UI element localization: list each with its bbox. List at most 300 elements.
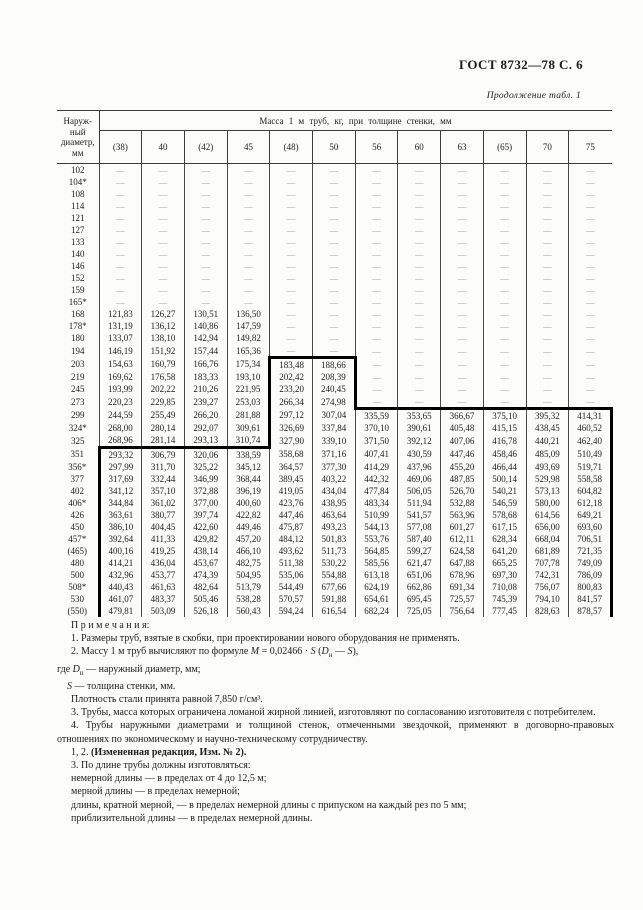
mass-cell: 438,45: [526, 422, 569, 434]
mass-table-body: [57, 164, 612, 618]
mass-cell: 437,96: [398, 461, 441, 473]
mass-cell: 392,64: [99, 533, 142, 545]
mass-cell: 377,00: [184, 497, 227, 509]
mass-cell: 266,34: [270, 395, 313, 409]
mass-cell: 405,48: [441, 422, 484, 434]
diameter-cell: 127: [71, 225, 85, 235]
mass-cell: —: [355, 320, 398, 332]
mass-cell: 268,96: [99, 434, 142, 448]
mass-cell: 432,96: [99, 569, 142, 581]
mass-cell: —: [270, 296, 313, 308]
mass-cell: —: [270, 284, 313, 296]
mass-cell: 430,59: [398, 448, 441, 462]
mass-cell: 371,50: [355, 434, 398, 448]
diameter-cell: 146: [71, 261, 85, 271]
mass-cell: 493,62: [270, 545, 313, 557]
mass-cell: 407,06: [441, 434, 484, 448]
table-row: [57, 164, 612, 177]
mass-cell: —: [227, 200, 270, 212]
mass-cell: —: [270, 260, 313, 272]
mass-cell: 651,06: [398, 569, 441, 581]
mass-cell: —: [483, 371, 526, 383]
mass-cell: 353,65: [398, 409, 441, 423]
mass-cell: 404,45: [142, 521, 185, 533]
table-row: [57, 521, 612, 533]
mass-cell: 484,12: [270, 533, 313, 545]
mass-cell: 519,71: [569, 461, 612, 473]
mass-cell: —: [441, 371, 484, 383]
mass-cell: 255,49: [142, 409, 185, 423]
mass-cell: —: [483, 320, 526, 332]
mass-cell: 395,32: [526, 409, 569, 423]
mass-cell: 449,46: [227, 521, 270, 533]
mass-cell: 345,12: [227, 461, 270, 473]
mass-cell: 624,58: [441, 545, 484, 557]
mass-cell: —: [483, 260, 526, 272]
mass-cell: —: [99, 200, 142, 212]
mass-cell: 693,60: [569, 521, 612, 533]
mass-cell: —: [227, 164, 270, 177]
table-row: [57, 569, 612, 581]
mass-cell: 678,96: [441, 569, 484, 581]
mass-cell: —: [526, 344, 569, 358]
mass-cell: —: [441, 248, 484, 260]
mass-cell: 503,09: [142, 605, 185, 617]
mass-cell: 341,12: [99, 485, 142, 497]
mass-cell: 332,44: [142, 473, 185, 485]
mass-cell: 438,95: [313, 497, 356, 509]
mass-cell: —: [398, 284, 441, 296]
mass-cell: 777,45: [483, 605, 526, 617]
mass-cell: 208,39: [313, 371, 356, 383]
mass-cell: 293,32: [99, 448, 142, 462]
mass-cell: —: [313, 320, 356, 332]
mass-cell: —: [441, 260, 484, 272]
mass-cell: —: [398, 212, 441, 224]
mass-cell: —: [227, 272, 270, 284]
mass-cell: —: [483, 272, 526, 284]
mass-cell: 403,22: [313, 473, 356, 485]
mass-cell: 447,46: [441, 448, 484, 462]
thickness-header: (65): [483, 131, 526, 164]
mass-cell: 266,20: [184, 409, 227, 423]
mass-cell: —: [184, 296, 227, 308]
amendment-bold: (Измененная редакция, Изм. № 2).: [91, 746, 247, 758]
diameter-cell: 104*: [68, 177, 87, 187]
mass-cell: —: [270, 224, 313, 236]
mass-cell: —: [569, 308, 612, 320]
table-header-row-2: [57, 131, 612, 164]
mass-cell: —: [483, 332, 526, 344]
mass-cell: —: [355, 272, 398, 284]
mass-cell: 647,88: [441, 557, 484, 569]
mass-cell: 346,99: [184, 473, 227, 485]
mass-cell: —: [270, 332, 313, 344]
mass-cell: 510,99: [355, 509, 398, 521]
table-row: [57, 545, 612, 557]
mass-cell: 390,61: [398, 422, 441, 434]
mass-cell: 136,50: [227, 308, 270, 320]
mass-cell: 628,34: [483, 533, 526, 545]
mass-cell: 416,78: [483, 434, 526, 448]
mass-cell: 614,56: [526, 509, 569, 521]
mass-cell: —: [526, 224, 569, 236]
table-row: [57, 212, 612, 224]
mass-cell: —: [398, 344, 441, 358]
mass-cell: 506,05: [398, 485, 441, 497]
mass-cell: 434,04: [313, 485, 356, 497]
mass-cell: —: [398, 320, 441, 332]
mass-cell: —: [313, 248, 356, 260]
mass-cell: —: [526, 358, 569, 372]
mass-cell: —: [313, 224, 356, 236]
mass-cell: 364,57: [270, 461, 313, 473]
mass-cell: 553,76: [355, 533, 398, 545]
mass-cell: 202,22: [142, 383, 185, 395]
table-row: [57, 308, 612, 320]
mass-cell: —: [483, 224, 526, 236]
table-row: [57, 581, 612, 593]
mass-cell: —: [398, 200, 441, 212]
mass-cell: 612,11: [441, 533, 484, 545]
mass-cell: 706,51: [569, 533, 612, 545]
diameter-cell: 480: [70, 558, 84, 568]
table-row: [57, 461, 612, 473]
mass-cell: 477,84: [355, 485, 398, 497]
mass-cell: —: [184, 176, 227, 188]
mass-cell: —: [483, 176, 526, 188]
mass-cell: —: [483, 296, 526, 308]
mass-table-wrap: [57, 110, 613, 617]
mass-cell: 268,00: [99, 422, 142, 434]
mass-cell: 511,73: [313, 545, 356, 557]
mass-cell: —: [184, 272, 227, 284]
mass-cell: 591,88: [313, 593, 356, 605]
mass-cell: 327,90: [270, 434, 313, 448]
mass-cell: —: [569, 332, 612, 344]
mass-cell: 483,34: [355, 497, 398, 509]
mass-cell: 463,64: [313, 509, 356, 521]
mass-cell: 183,33: [184, 371, 227, 383]
mass-cell: 487,85: [441, 473, 484, 485]
mass-cell: —: [270, 248, 313, 260]
mass-cell: —: [227, 188, 270, 200]
diameter-cell: 178*: [68, 321, 87, 331]
mass-cell: —: [313, 284, 356, 296]
mass-cell: —: [313, 188, 356, 200]
mass-cell: 142,94: [184, 332, 227, 344]
mass-cell: 573,13: [526, 485, 569, 497]
mass-cell: —: [270, 212, 313, 224]
mass-cell: —: [526, 164, 569, 177]
mass-cell: —: [270, 344, 313, 358]
mass-cell: —: [526, 260, 569, 272]
diameter-cell: 530: [70, 594, 84, 604]
mass-cell: 380,77: [142, 509, 185, 521]
diameter-cell: 245: [71, 384, 85, 394]
formula-m: M: [250, 646, 260, 658]
mass-cell: 474,39: [184, 569, 227, 581]
mass-cell: 641,20: [483, 545, 526, 557]
diameter-cell: 121: [71, 213, 85, 223]
mass-cell: —: [355, 212, 398, 224]
table-row: [57, 593, 612, 605]
mass-cell: —: [142, 176, 185, 188]
diameter-cell: 508*: [68, 582, 87, 592]
mass-cell: 338,59: [227, 448, 270, 462]
mass-cell: —: [441, 164, 484, 177]
mass-cell: 453,67: [184, 557, 227, 569]
note-where-s: S — толщина стенки, мм.: [67, 680, 176, 692]
mass-cell: —: [142, 188, 185, 200]
mass-cell: 493,69: [526, 461, 569, 473]
mass-cell: 800,83: [569, 581, 612, 593]
mass-cell: —: [569, 272, 612, 284]
length-rule-title: 3. По длине трубы должны изготовляться:: [71, 760, 251, 772]
mass-cell: 138,10: [142, 332, 185, 344]
mass-cell: 411,33: [142, 533, 185, 545]
mass-cell: —: [142, 200, 185, 212]
table-row: [57, 200, 612, 212]
mass-cell: 546,59: [483, 497, 526, 509]
mass-cell: 344,84: [99, 497, 142, 509]
mass-cell: —: [355, 358, 398, 372]
diameter-cell: 133: [71, 237, 85, 247]
thickness-header: 70: [526, 131, 569, 164]
mass-column-group-header: Масса 1 м труб, кг, при толщине стенки, мм: [99, 111, 612, 131]
mass-cell: —: [270, 188, 313, 200]
mass-cell: 544,13: [355, 521, 398, 533]
diameter-cell: 203: [71, 359, 85, 370]
mass-cell: —: [355, 371, 398, 383]
mass-cell: —: [398, 332, 441, 344]
mass-cell: 681,89: [526, 545, 569, 557]
diameter-cell: 450: [70, 522, 84, 532]
note-1: 1. Размеры труб, взятые в скобки, при проектировании нового оборудования не применять.: [71, 633, 460, 645]
mass-cell: —: [398, 260, 441, 272]
mass-cell: 721,35: [569, 545, 612, 557]
diameter-header-line: Наруж-: [63, 116, 92, 126]
notes: [57, 619, 614, 825]
mass-cell: 511,38: [270, 557, 313, 569]
mass-cell: —: [355, 308, 398, 320]
table-row: [57, 605, 612, 617]
diameter-column-header: [57, 111, 99, 164]
note-3: 3. Трубы, масса которых ограничена ломаной жирной линией, изготовляют по согласованию изготовителя с потребителем.: [71, 707, 596, 719]
mass-cell: 400,60: [227, 497, 270, 509]
mass-cell: —: [184, 212, 227, 224]
mass-cell: 594,24: [270, 605, 313, 617]
mass-cell: 140,86: [184, 320, 227, 332]
mass-cell: —: [398, 308, 441, 320]
diameter-cell: 406*: [68, 498, 87, 508]
mass-cell: —: [313, 272, 356, 284]
mass-cell: 320,06: [184, 448, 227, 462]
mass-cell: —: [526, 188, 569, 200]
mass-cell: 662,86: [398, 581, 441, 593]
mass-cell: —: [270, 272, 313, 284]
mass-cell: 563,96: [441, 509, 484, 521]
mass-cell: 169,62: [99, 371, 142, 383]
mass-cell: —: [99, 248, 142, 260]
diameter-cell: 273: [71, 396, 85, 407]
mass-cell: 325,22: [184, 461, 227, 473]
mass-cell: —: [355, 188, 398, 200]
diameter-cell: 194: [71, 345, 85, 356]
mass-cell: 485,09: [526, 448, 569, 462]
mass-cell: 175,34: [227, 358, 270, 372]
mass-cell: —: [313, 236, 356, 248]
table-row: [57, 260, 612, 272]
mass-cell: —: [569, 224, 612, 236]
mass-cell: —: [569, 200, 612, 212]
table-row: [57, 473, 612, 485]
mass-cell: —: [355, 176, 398, 188]
mass-cell: —: [184, 248, 227, 260]
mass-cell: 786,09: [569, 569, 612, 581]
mass-cell: 554,88: [313, 569, 356, 581]
mass-cell: 564,85: [355, 545, 398, 557]
mass-cell: —: [313, 176, 356, 188]
diameter-cell: 377: [70, 474, 84, 484]
mass-cell: 293,13: [184, 434, 227, 448]
mass-cell: —: [441, 224, 484, 236]
mass-cell: 457,20: [227, 533, 270, 545]
formula-d: D: [321, 646, 329, 658]
thickness-header: 75: [569, 131, 612, 164]
mass-cell: —: [398, 224, 441, 236]
diameter-header-line: диаметр,: [60, 137, 95, 147]
mass-cell: —: [142, 296, 185, 308]
mass-cell: —: [526, 296, 569, 308]
mass-cell: —: [398, 236, 441, 248]
mass-cell: 239,27: [184, 395, 227, 409]
table-row: [57, 332, 612, 344]
mass-cell: 310,74: [227, 434, 270, 448]
mass-cell: —: [142, 224, 185, 236]
mass-cell: —: [569, 188, 612, 200]
mass-cell: 458,46: [483, 448, 526, 462]
note-where-d: где $D_н$ — наружный диаметр, мм;: [57, 663, 201, 677]
mass-cell: 560,43: [227, 605, 270, 617]
mass-cell: 745,39: [483, 593, 526, 605]
mass-cell: 461,07: [99, 593, 142, 605]
mass-cell: 389,45: [270, 473, 313, 485]
mass-cell: —: [313, 332, 356, 344]
mass-cell: —: [270, 164, 313, 177]
mass-cell: —: [526, 371, 569, 383]
mass-cell: 202,42: [270, 371, 313, 383]
mass-cell: —: [441, 236, 484, 248]
mass-cell: 617,15: [483, 521, 526, 533]
mass-cell: —: [355, 236, 398, 248]
diameter-cell: 219: [71, 372, 85, 382]
mass-cell: 466,44: [483, 461, 526, 473]
mass-cell: —: [398, 188, 441, 200]
mass-cell: —: [270, 320, 313, 332]
diameter-cell: 180: [71, 333, 85, 343]
mass-cell: —: [441, 383, 484, 395]
mass-cell: —: [441, 296, 484, 308]
mass-cell: —: [355, 224, 398, 236]
mass-cell: 253,03: [227, 395, 270, 409]
diameter-header-line: ный: [69, 126, 86, 137]
thickness-header: 40: [142, 131, 185, 164]
notes-title: П р и м е ч а н и я:: [71, 620, 150, 631]
length-rule-item: длины, кратной мерной, — в пределах немерной длины с припуском на каждый рез по 5 мм;: [71, 799, 467, 811]
mass-cell: 414,21: [99, 557, 142, 569]
table-row: [57, 395, 612, 409]
mass-cell: —: [99, 176, 142, 188]
mass-cell: 337,84: [313, 422, 356, 434]
mass-cell: —: [483, 188, 526, 200]
length-rule-item: приблизительной длины — в пределах немерной длины.: [71, 812, 313, 824]
mass-cell: —: [441, 332, 484, 344]
mass-cell: —: [313, 344, 356, 358]
mass-cell: 587,40: [398, 533, 441, 545]
mass-cell: —: [569, 176, 612, 188]
table-row: [57, 509, 612, 521]
diameter-cell: 351: [70, 449, 84, 460]
mass-cell: 601,27: [441, 521, 484, 533]
mass-cell: 483,37: [142, 593, 185, 605]
mass-cell: 529,98: [526, 473, 569, 485]
mass-cell: 466,10: [227, 545, 270, 557]
mass-cell: —: [441, 200, 484, 212]
mass-cell: 613,18: [355, 569, 398, 581]
mass-cell: —: [355, 248, 398, 260]
mass-cell: —: [398, 296, 441, 308]
mass-cell: —: [441, 358, 484, 372]
mass-cell: 307,04: [313, 409, 356, 423]
note-4: 4. Трубы наружными диаметрами и толщиной стенок, отмеченными звездочкой, применяют в договорно-правовых отношениях по экономическому и научно-техническому сотрудничеству.: [57, 720, 614, 745]
mass-cell: —: [569, 284, 612, 296]
mass-cell: 756,64: [441, 605, 484, 617]
mass-cell: —: [227, 176, 270, 188]
mass-cell: —: [398, 176, 441, 188]
mass-cell: —: [227, 224, 270, 236]
mass-cell: —: [398, 164, 441, 177]
diameter-cell: 140: [71, 249, 85, 259]
mass-cell: 221,95: [227, 383, 270, 395]
mass-cell: —: [313, 200, 356, 212]
table-row: [57, 284, 612, 296]
mass-cell: 695,45: [398, 593, 441, 605]
mass-cell: —: [483, 344, 526, 358]
table-row: [57, 371, 612, 383]
mass-cell: —: [526, 284, 569, 296]
mass-cell: 577,08: [398, 521, 441, 533]
mass-cell: 461,63: [142, 581, 185, 593]
diameter-cell: 108: [71, 189, 85, 199]
mass-cell: —: [355, 284, 398, 296]
mass-cell: —: [441, 395, 484, 409]
table-row: [57, 434, 612, 448]
mass-table: [57, 110, 613, 617]
mass-cell: 511,94: [398, 497, 441, 509]
diameter-cell: 500: [70, 570, 84, 580]
table-row: [57, 296, 612, 308]
mass-cell: 504,95: [227, 569, 270, 581]
mass-cell: 510,49: [569, 448, 612, 462]
mass-cell: 361,02: [142, 497, 185, 509]
thickness-header: (38): [99, 131, 142, 164]
mass-cell: 500,14: [483, 473, 526, 485]
table-row: [57, 383, 612, 395]
mass-cell: 335,59: [355, 409, 398, 423]
amendment-line: 1, 2. (Измененная редакция, Изм. № 2).: [71, 746, 247, 758]
mass-cell: —: [526, 332, 569, 344]
